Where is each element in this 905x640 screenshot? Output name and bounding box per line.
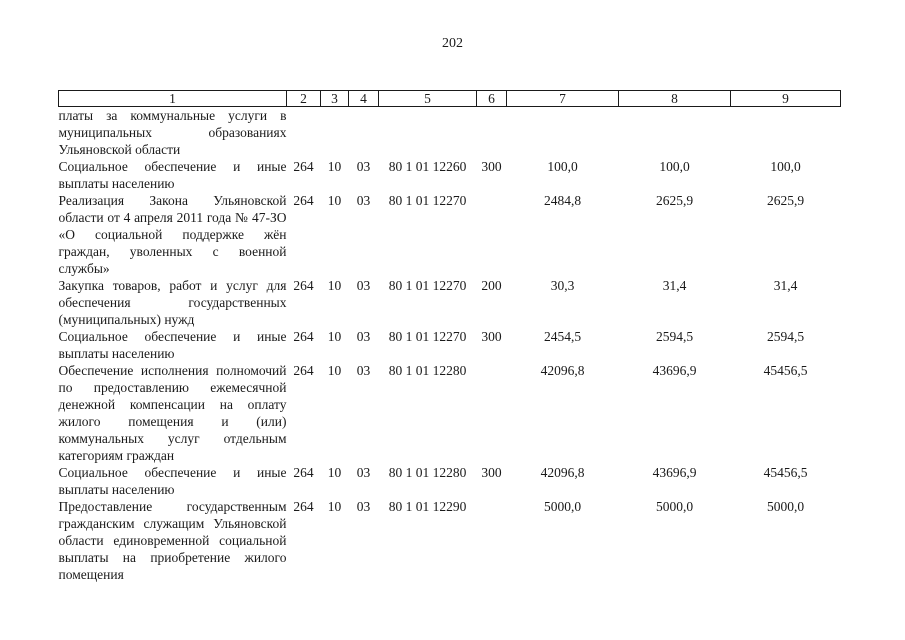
cell-ministry-code: 264 — [293, 329, 314, 344]
cell-subsection: 03 — [356, 278, 371, 293]
cell-section: 10 — [327, 465, 342, 480]
cell-section: 10 — [327, 329, 342, 344]
cell-target-article: 80 1 01 12280 — [388, 465, 467, 480]
table-row — [59, 277, 841, 328]
cell-section — [321, 107, 349, 159]
cell-ministry-code: 264 — [293, 193, 314, 208]
cell-section: 10 — [327, 499, 342, 514]
table-row — [59, 158, 841, 192]
cell-ministry-code: 264 — [293, 465, 314, 480]
cell-amount-col9 — [731, 107, 841, 159]
cell-amount-col8: 5000,0 — [655, 499, 694, 514]
cell-expense-type: 300 — [481, 159, 502, 174]
cell-subsection: 03 — [356, 193, 371, 208]
row-description: Обеспечение исполнения полномочий по предоставлению ежемесячной денежной компенсации на оплату жилого помещения и (или) коммунальных услуг отдельным категориям граждан — [58, 363, 287, 463]
cell-target-article: 80 1 01 12270 — [388, 329, 467, 344]
cell-section: 10 — [327, 278, 342, 293]
cell-section: 10 — [327, 363, 342, 378]
row-description: Реализация Закона Ульяновской области от 4 апреля 2011 года № 47-ЗО «О социальной поддержке жён граждан, уволенных с военной службы» — [58, 193, 287, 276]
column-header: 3 — [321, 91, 349, 107]
cell-amount-col7 — [507, 107, 619, 159]
cell-expense-type: 200 — [481, 278, 502, 293]
column-header: 9 — [731, 91, 841, 107]
cell-subsection: 03 — [356, 499, 371, 514]
row-description: Социальное обеспечение и иные выплаты населению — [58, 159, 287, 191]
column-header: 2 — [287, 91, 321, 107]
cell-subsection: 03 — [356, 465, 371, 480]
cell-expense-type — [477, 107, 507, 159]
column-header: 7 — [507, 91, 619, 107]
cell-target-article: 80 1 01 12290 — [388, 499, 467, 514]
cell-amount-col7: 30,3 — [550, 278, 575, 293]
row-description: Социальное обеспечение и иные выплаты населению — [58, 465, 287, 497]
table-row — [59, 498, 841, 583]
cell-amount-col7: 2454,5 — [543, 329, 582, 344]
cell-amount-col9: 45456,5 — [763, 363, 808, 378]
cell-amount-col8 — [619, 107, 731, 159]
column-header: 6 — [477, 91, 507, 107]
cell-ministry-code: 264 — [293, 159, 314, 174]
row-description: платы за коммунальные услуги в муниципальных образованиях Ульяновской области — [58, 108, 287, 157]
cell-ministry-code: 264 — [293, 278, 314, 293]
cell-amount-col7: 42096,8 — [540, 465, 585, 480]
table-row — [59, 362, 841, 464]
row-description: Предоставление государственным гражданским служащим Ульяновской области единовременной социальной выплаты на приобретение жилого помещения — [58, 499, 287, 582]
cell-amount-col7: 42096,8 — [540, 363, 585, 378]
cell-amount-col8: 2594,5 — [655, 329, 694, 344]
table-row — [59, 464, 841, 498]
cell-expense-type: 300 — [481, 465, 502, 480]
cell-ministry-code — [287, 107, 321, 159]
cell-target-article — [379, 107, 477, 159]
cell-amount-col8: 100,0 — [659, 159, 690, 174]
table-row — [59, 192, 841, 277]
cell-expense-type — [477, 362, 507, 464]
cell-amount-col7: 2484,8 — [543, 193, 582, 208]
cell-section: 10 — [327, 193, 342, 208]
page-number: 202 — [442, 36, 463, 51]
column-header: 1 — [59, 91, 287, 107]
cell-target-article: 80 1 01 12270 — [388, 278, 467, 293]
cell-subsection: 03 — [356, 363, 371, 378]
cell-amount-col9: 5000,0 — [766, 499, 805, 514]
cell-ministry-code: 264 — [293, 499, 314, 514]
column-header: 4 — [349, 91, 379, 107]
table-row — [59, 107, 841, 159]
cell-amount-col7: 100,0 — [547, 159, 578, 174]
table-row — [59, 328, 841, 362]
cell-expense-type — [477, 498, 507, 583]
cell-section: 10 — [327, 159, 342, 174]
cell-amount-col9: 2625,9 — [766, 193, 805, 208]
cell-expense-type: 300 — [481, 329, 502, 344]
cell-amount-col9: 45456,5 — [763, 465, 808, 480]
cell-amount-col9: 100,0 — [770, 159, 801, 174]
table-body — [59, 107, 841, 584]
cell-target-article: 80 1 01 12270 — [388, 193, 467, 208]
cell-subsection: 03 — [356, 159, 371, 174]
cell-subsection: 03 — [356, 329, 371, 344]
cell-amount-col9: 31,4 — [773, 278, 798, 293]
cell-amount-col8: 31,4 — [662, 278, 687, 293]
cell-amount-col8: 43696,9 — [652, 465, 697, 480]
row-description: Социальное обеспечение и иные выплаты населению — [58, 329, 287, 361]
cell-amount-col7: 5000,0 — [543, 499, 582, 514]
column-header: 8 — [619, 91, 731, 107]
column-number-row — [59, 91, 841, 107]
cell-amount-col8: 43696,9 — [652, 363, 697, 378]
cell-subsection — [349, 107, 379, 159]
cell-amount-col8: 2625,9 — [655, 193, 694, 208]
row-description: Закупка товаров, работ и услуг для обеспечения государственных (муниципальных) нужд — [58, 278, 287, 327]
budget-table — [58, 90, 841, 583]
column-header: 5 — [379, 91, 477, 107]
cell-expense-type — [477, 192, 507, 277]
cell-target-article: 80 1 01 12260 — [388, 159, 467, 174]
cell-amount-col9: 2594,5 — [766, 329, 805, 344]
cell-target-article: 80 1 01 12280 — [388, 363, 467, 378]
cell-ministry-code: 264 — [293, 363, 314, 378]
